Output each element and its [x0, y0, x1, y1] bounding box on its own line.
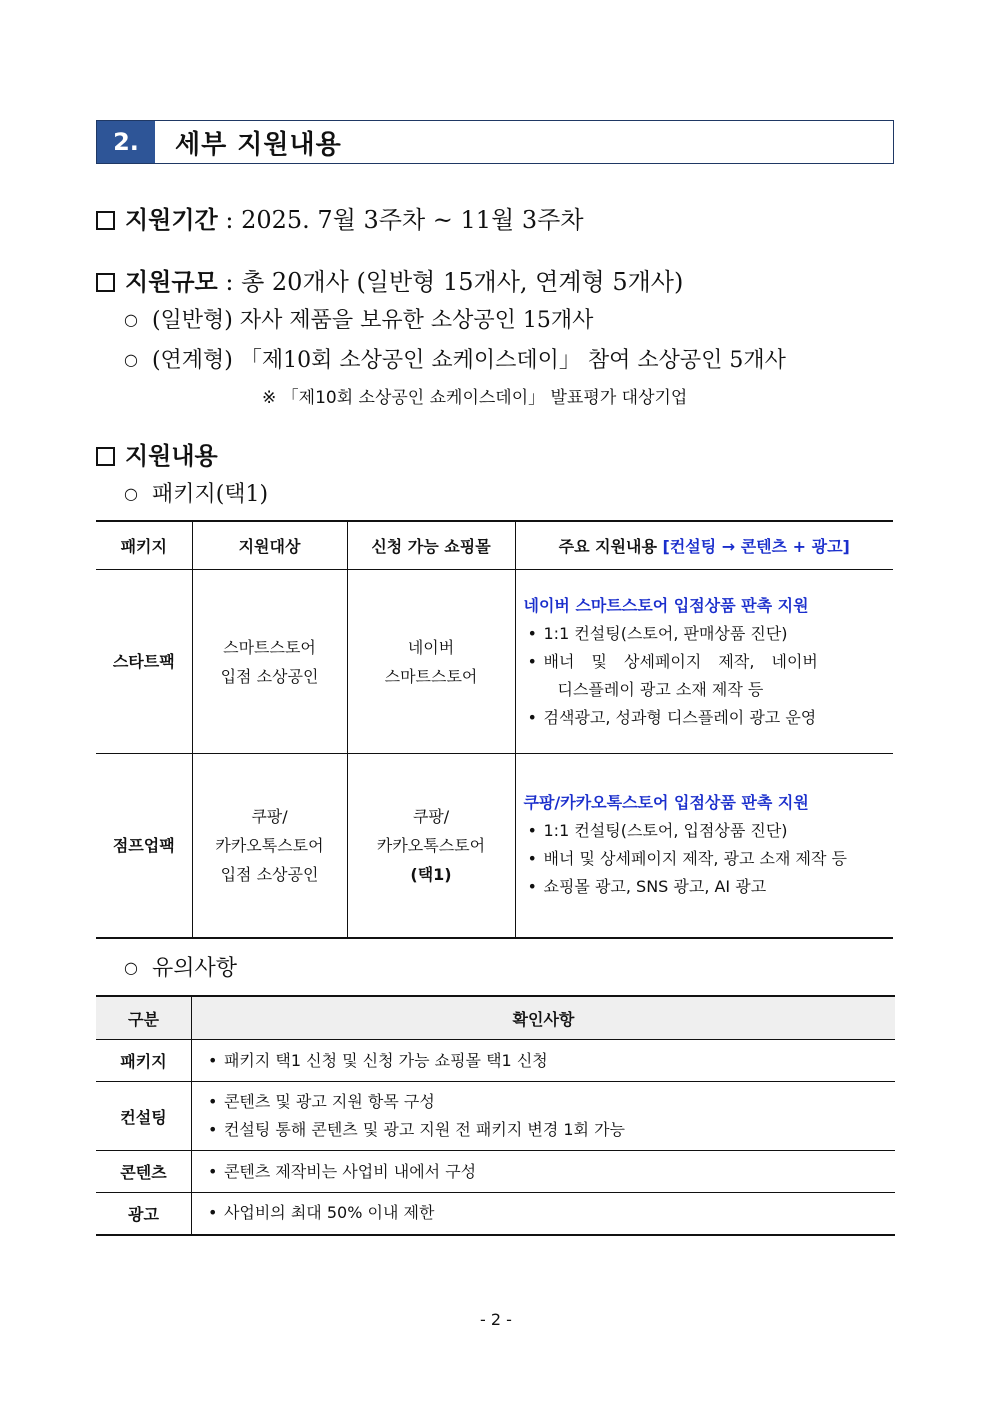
table-row [96, 1082, 895, 1151]
section-number: 2. [97, 121, 155, 163]
packages-heading: ○ 패키지(택1) [124, 482, 269, 507]
package-content-title: 쿠팡/카카오톡스토어 입점상품 판촉 지원 [523, 793, 809, 813]
checkbox-square-icon [96, 447, 115, 466]
header-target: 지원대상 [192, 521, 347, 570]
package-content [515, 570, 893, 754]
scale-label: 지원규모 [125, 267, 218, 296]
package-table [96, 520, 893, 939]
page-number: - 2 - [480, 1310, 512, 1329]
package-content-title: 네이버 스마트스토어 입점상품 판촉 지원 [523, 595, 809, 615]
scale-separator: : [217, 268, 242, 296]
section-title: 세부 지원내용 [175, 129, 342, 160]
header-package: 패키지 [96, 521, 192, 570]
list-item: • 검색광고, 성과형 디스플레이 광고 운영 [527, 707, 817, 727]
package-name: 점프업팩 [96, 754, 192, 938]
scale-line [96, 262, 683, 297]
circle-bullet-icon: ○ [124, 958, 138, 977]
notes-heading: ○ 유의사항 [124, 956, 237, 981]
header-mall: 신청 가능 쇼핑몰 [347, 521, 515, 570]
package-name: 스타트팩 [96, 570, 192, 754]
circle-bullet-icon: ○ [124, 350, 138, 369]
table-row [96, 1040, 895, 1082]
period-line [96, 200, 584, 235]
note-text: • 콘텐츠 및 광고 지원 항목 구성 • 컨설팅 통해 콘텐츠 및 광고 지원 전 패키지 변경 1회 가능 [191, 1082, 895, 1151]
note-text: • 패키지 택1 신청 및 신청 가능 쇼핑몰 택1 신청 [191, 1040, 895, 1082]
section-header [96, 120, 894, 164]
table-row [96, 1193, 895, 1235]
list-item-continuation: 디스플레이 광고 소재 제작 등 [557, 679, 764, 699]
scale-item: ○ (연계형) 「제10회 소상공인 쇼케이스데이」 참여 소상공인 5개사 [124, 348, 786, 373]
header-content: 주요 지원내용 [컨설팅 → 콘텐츠 + 광고] [515, 521, 893, 570]
table-row [96, 754, 893, 938]
table-header-row [96, 996, 895, 1040]
package-content [515, 754, 893, 938]
package-target: 쿠팡/ 카카오톡스토어 입점 소상공인 [192, 754, 347, 938]
list-item: • 배너 및 상세페이지 제작, 광고 소재 제작 등 [527, 849, 847, 869]
header-highlight: [컨설팅 → 콘텐츠 + 광고] [662, 537, 850, 556]
note-label: 광고 [96, 1193, 191, 1235]
notes-table [96, 995, 895, 1236]
list-item: • 배너 및 상세페이지 제작, 네이버 [527, 651, 818, 671]
list-item: • 1:1 컨설팅(스토어, 판매상품 진단) [527, 623, 788, 643]
note-label: 컨설팅 [96, 1082, 191, 1151]
package-target: 스마트스토어 입점 소상공인 [192, 570, 347, 754]
period-label: 지원기간 [125, 205, 218, 234]
table-row [96, 570, 893, 754]
period-value: 2025. 7월 3주차 ~ 11월 3주차 [241, 206, 584, 234]
checkbox-square-icon [96, 273, 115, 292]
scale-value: 총 20개사 (일반형 15개사, 연계형 5개사) [241, 268, 684, 296]
table-row [96, 1151, 895, 1193]
header-category: 구분 [96, 996, 191, 1040]
scale-note: ※ 「제10회 소상공인 쇼케이스데이」 발표평가 대상기업 [262, 388, 688, 408]
note-text: • 사업비의 최대 50% 이내 제한 [191, 1193, 895, 1235]
checkbox-square-icon [96, 211, 115, 230]
package-mall: 네이버 스마트스토어 [347, 570, 515, 754]
header-checks: 확인사항 [191, 996, 895, 1040]
scale-item: ○ (일반형) 자사 제품을 보유한 소상공인 15개사 [124, 308, 594, 333]
circle-bullet-icon: ○ [124, 484, 138, 503]
list-item: • 쇼핑몰 광고, SNS 광고, AI 광고 [527, 877, 767, 897]
content-label: 지원내용 [125, 441, 218, 470]
note-label: 콘텐츠 [96, 1151, 191, 1193]
package-mall: 쿠팡/ 카카오톡스토어 (택1) [347, 754, 515, 938]
table-header-row [96, 521, 893, 570]
list-item: • 1:1 컨설팅(스토어, 입점상품 진단) [527, 821, 788, 841]
note-label: 패키지 [96, 1040, 191, 1082]
content-line [96, 436, 218, 471]
circle-bullet-icon: ○ [124, 310, 138, 329]
note-text: • 콘텐츠 제작비는 사업비 내에서 구성 [191, 1151, 895, 1193]
period-separator: : [217, 206, 242, 234]
